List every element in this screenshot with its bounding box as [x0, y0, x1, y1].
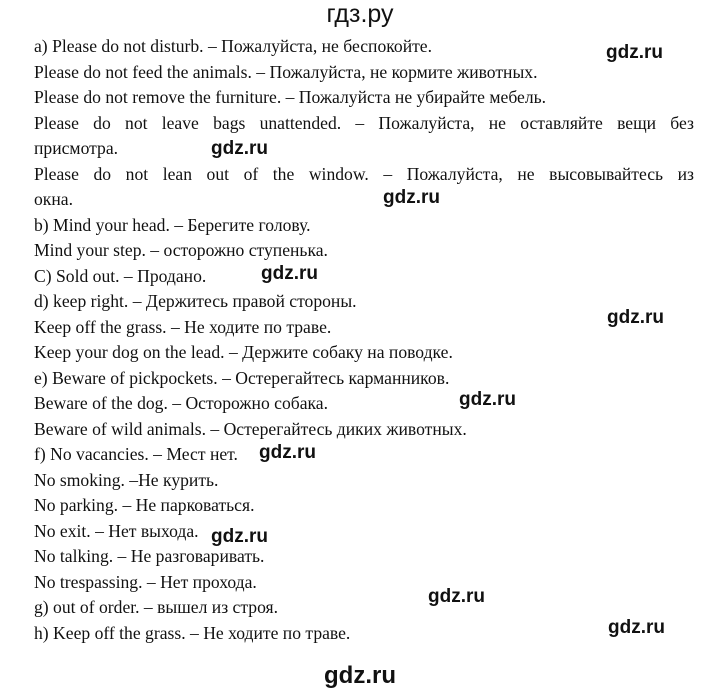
text-line: No talking. – Не разговаривать.	[34, 546, 265, 566]
text-line: Please do not feed the animals. – Пожалуйста, не кормите животных.	[34, 61, 538, 82]
text-line: Mind your step. – осторожно ступенька.	[34, 240, 328, 260]
text-line: C) Sold out. – Продано.	[34, 265, 207, 286]
answer-text-block	[34, 34, 694, 646]
watermark: gdz.ru	[211, 526, 268, 547]
text-line: g) out of order. – вышел из строя.	[34, 597, 279, 617]
text-line: Beware of the dog. – Осторожно собака.	[34, 393, 328, 413]
watermark: gdz.ru	[428, 586, 485, 607]
text-line: Please do not remove the furniture. – Пожалуйста не убирайте мебель.	[34, 87, 547, 107]
text-line: Please do not leave bags unattended. – Пожалуйста, не оставляйте вещи без	[34, 112, 694, 133]
text-line: Please do not lean out of the window. – Пожалуйста, не высовывайтесь из	[34, 163, 694, 184]
text-line: Keep off the grass. – Не ходите по траве.	[34, 316, 332, 337]
text-line: окна.	[34, 189, 73, 209]
text-line: a) Please do not disturb. – Пожалуйста, не беспокойте.	[34, 36, 433, 56]
text-line: h) Keep off the grass. – Не ходите по траве.	[34, 622, 351, 643]
text-line: b) Mind your head. – Берегите голову.	[34, 214, 311, 235]
watermark: gdz.ru	[259, 442, 316, 463]
watermark: gdz.ru	[383, 187, 440, 208]
text-line: No parking. – Не парковаться.	[34, 495, 255, 515]
watermark: gdz.ru	[606, 42, 663, 63]
text-line: Keep your dog on the lead. – Держите собаку на поводке.	[34, 342, 453, 362]
text-line: No trespassing. – Нет прохода.	[34, 571, 257, 592]
footer-watermark: gdz.ru	[324, 662, 396, 689]
watermark: gdz.ru	[608, 617, 665, 638]
text-line: Beware of wild animals. – Остерегайтесь диких животных.	[34, 418, 467, 439]
watermark: gdz.ru	[607, 307, 664, 328]
text-line: присмотра.	[34, 138, 119, 158]
watermark: gdz.ru	[211, 138, 268, 159]
text-line: e) Beware of pickpockets. – Остерегайтесь карманников.	[34, 367, 450, 388]
site-header-title: гдз.ру	[326, 0, 394, 28]
text-line: d) keep right. – Держитесь правой стороны.	[34, 291, 357, 311]
text-line: No smoking. –Не курить.	[34, 469, 219, 490]
watermark: gdz.ru	[261, 263, 318, 284]
watermark: gdz.ru	[459, 389, 516, 410]
text-line: No exit. – Нет выхода.	[34, 520, 199, 541]
text-line: f) No vacancies. – Мест нет.	[34, 444, 238, 464]
